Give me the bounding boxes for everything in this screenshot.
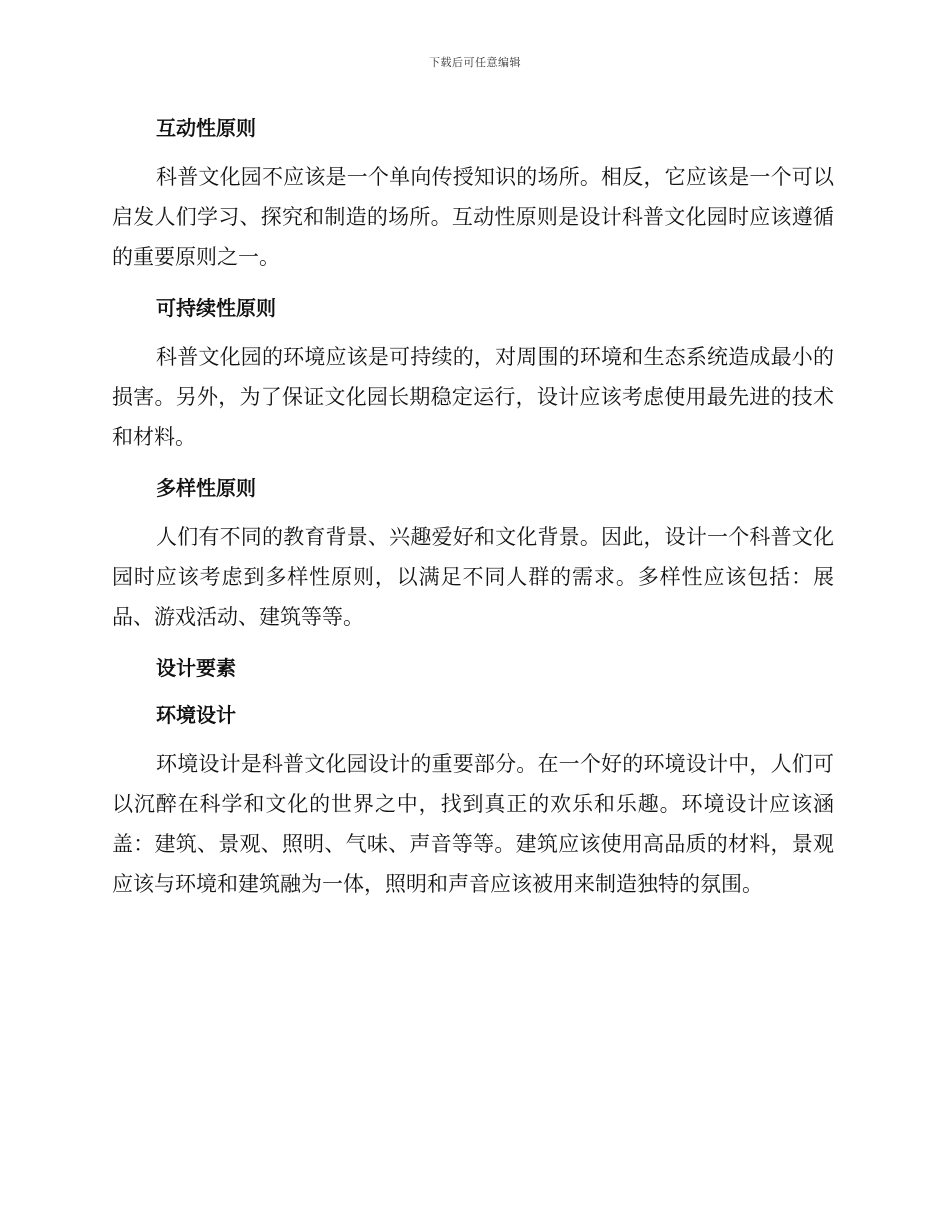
section-paragraph-diversity: 人们有不同的教育背景、兴趣爱好和文化背景。因此，设计一个科普文化园时应该考虑到多样性原则，以满足不同人群的需求。多样性应该包括：展品、游戏活动、建筑等等。 <box>112 525 834 629</box>
page-header: 下载后可任意编辑 <box>429 56 521 69</box>
section-heading-sustainability: 可持续性原则 <box>156 296 276 320</box>
section-heading-design-elements: 设计要素 <box>156 656 236 680</box>
section-heading-interactivity: 互动性原则 <box>156 116 256 140</box>
section-paragraph-environment-design: 环境设计是科普文化园设计的重要部分。在一个好的环境设计中，人们可以沉醉在科学和文化的世界之中，找到真正的欢乐和乐趣。环境设计应该涵盖：建筑、景观、照明、气味、声音等等。建筑应该使用高品质的材料，景观应该与环境和建筑融为一体，照明和声音应该被用来制造独特的氛围。 <box>112 752 834 896</box>
section-heading-environment-design: 环境设计 <box>156 703 236 727</box>
section-heading-diversity: 多样性原则 <box>156 476 256 500</box>
document-body <box>112 110 834 904</box>
section-paragraph-sustainability: 科普文化园的环境应该是可持续的，对周围的环境和生态系统造成最小的损害。另外，为了保证文化园长期稳定运行，设计应该考虑使用最先进的技术和材料。 <box>112 345 834 449</box>
section-paragraph-interactivity: 科普文化园不应该是一个单向传授知识的场所。相反，它应该是一个可以启发人们学习、探究和制造的场所。互动性原则是设计科普文化园时应该遵循的重要原则之一。 <box>112 165 834 269</box>
